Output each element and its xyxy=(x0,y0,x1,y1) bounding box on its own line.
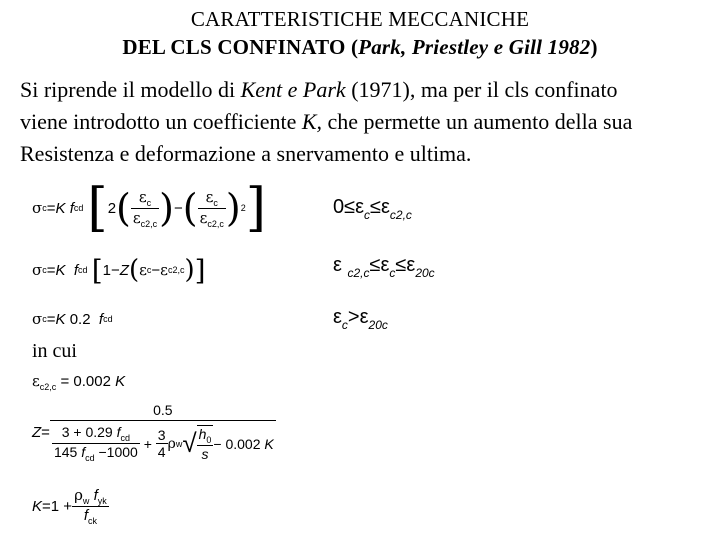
in-cui-label: in cui xyxy=(32,340,77,362)
paragraph-line-1: Si riprende il modello di Kent e Park (1971), ma per il cls confinato xyxy=(20,77,618,102)
title-line-1: CARATTERISTICHE MECCANICHE xyxy=(190,7,530,31)
equation-k: K = 1 + $\frac{\rho_w f_{yk}}{f_{ck}}$ xyxy=(32,486,107,526)
title-citation: Park, Priestley e Gill 1982 xyxy=(358,35,591,59)
paragraph-line-3: Resistenza e deformazione a snervamento e ultima. xyxy=(20,141,472,166)
paragraph-line-2: viene introdotto un coefficiente K, che permette un aumento della sua xyxy=(20,109,633,134)
condition-3: $\varepsilon_c>\varepsilon_{20c}$ xyxy=(333,306,388,332)
equation-z: Z = 0.5 $\frac{3 + 0.29 f_{cd}}{145 f_{cd} -1000}$ + $\frac{3}{4}$ ρ w √ $\frac{h_0}{s}$ − 0.002 K xyxy=(32,402,274,463)
equation-sigma-parabolic: σ c = K f cd [ 2 ( $\frac{\varepsilon_c}{\varepsilon_{c2,c}}$ ) − ( $\frac{\varepsilon_c}{\varepsilon_{c2,c}}$ ) 2 ] xyxy=(32,178,267,238)
condition-1: $0\le\varepsilon_c\le\varepsilon_{c2,c}$ xyxy=(333,196,412,222)
equation-sigma-residual: σ c = K 0.2 f cd xyxy=(32,310,113,328)
equation-eps-c2c: $\varepsilon_{c2,c} = 0.002$ K xyxy=(32,372,126,392)
condition-2: ε $_{c2,c}\le\varepsilon_c\le\varepsilon_{20c}$ xyxy=(333,254,435,280)
equation-sigma-linear: σ c = K f cd [ 1 − Z ( ε c − ε c2,c ) ] xyxy=(32,253,206,287)
title-line-2: DEL CLS CONFINATO (Park, Priestley e Gill 1982) xyxy=(122,35,598,59)
